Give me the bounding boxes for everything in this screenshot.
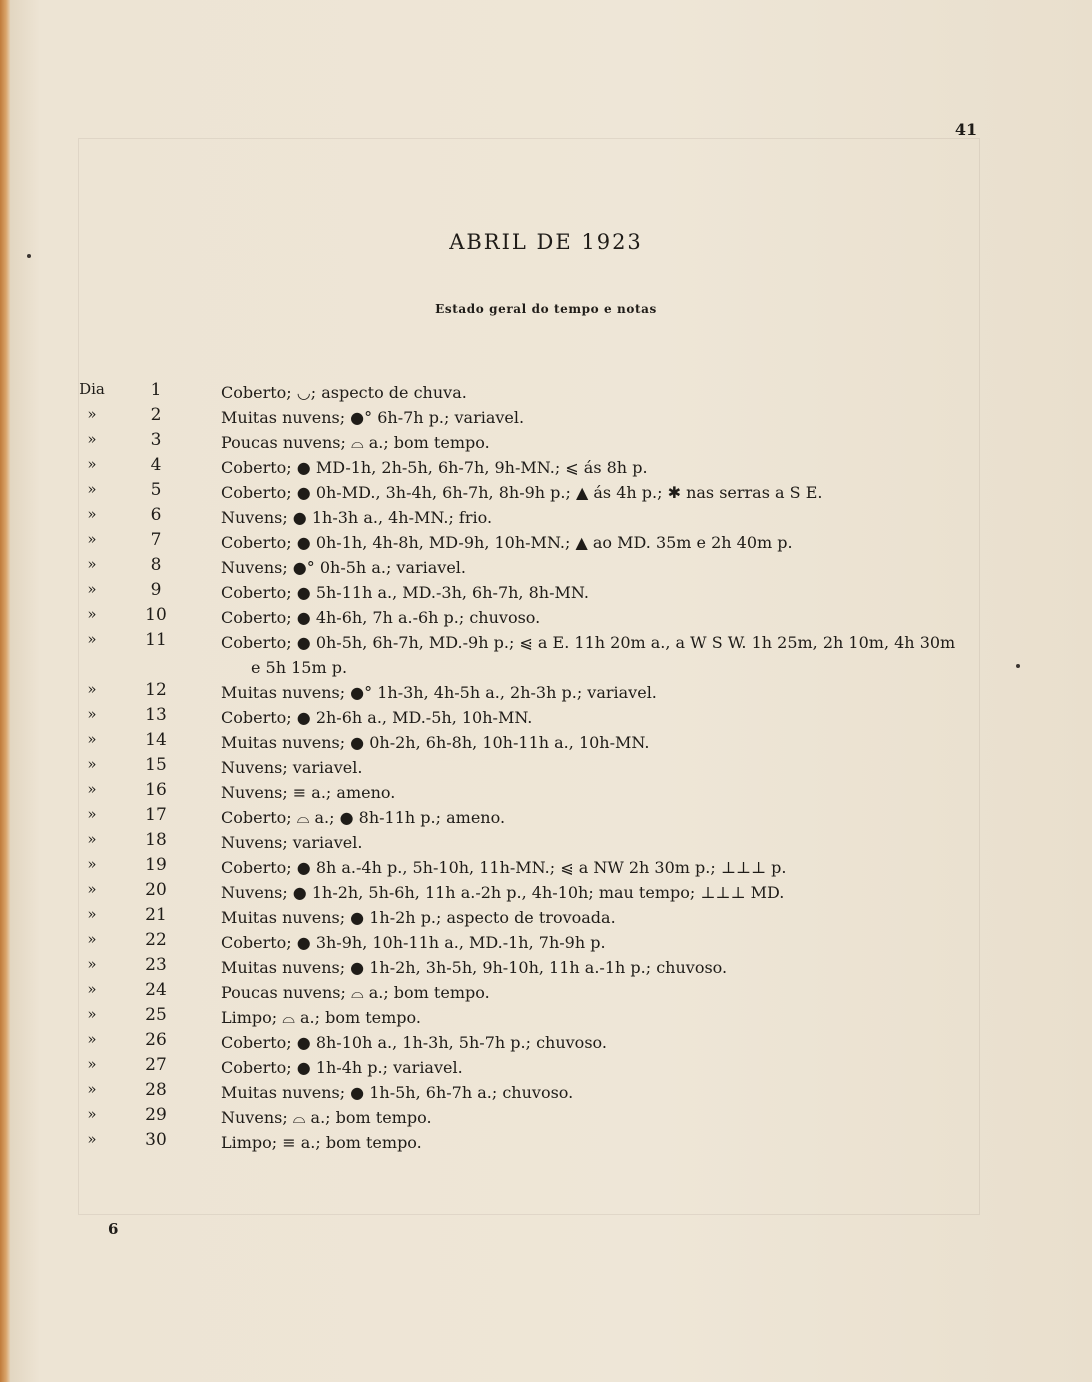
page-subtitle: Estado geral do tempo e notas xyxy=(435,302,657,316)
row-note-text: Nuvens; variavel. xyxy=(221,758,363,777)
row-weather-note xyxy=(221,555,981,580)
row-day-number: 8 xyxy=(150,555,162,575)
row-day-number: 1 xyxy=(150,380,162,400)
table-row xyxy=(0,428,1092,453)
row-day-label: » xyxy=(87,855,97,873)
row-note-text: Coberto; ● MD-1h, 2h-5h, 6h-7h, 9h-MN.; ⩽ ás 8h p. xyxy=(221,458,648,477)
table-row xyxy=(0,903,1092,928)
row-note-text: Coberto; ● 3h-9h, 10h-11h a., MD.-1h, 7h-9h p. xyxy=(221,933,606,952)
row-weather-note xyxy=(221,455,981,480)
row-weather-note xyxy=(221,905,981,930)
row-weather-note xyxy=(221,930,981,955)
row-day-number: 16 xyxy=(145,780,167,800)
row-note-text: Muitas nuvens; ● 1h-2h p.; aspecto de trovoada. xyxy=(221,908,616,927)
row-day-number: 19 xyxy=(145,855,167,875)
page-title: ABRIL DE 1923 xyxy=(449,230,643,254)
row-day-number: 25 xyxy=(145,1005,167,1025)
table-row xyxy=(0,403,1092,428)
row-weather-note xyxy=(221,1130,981,1155)
table-row xyxy=(0,1053,1092,1078)
row-day-number: 29 xyxy=(145,1105,167,1125)
row-day-label: » xyxy=(87,1105,97,1123)
row-day-label: » xyxy=(87,830,97,848)
row-day-label: » xyxy=(87,1080,97,1098)
row-day-number: 23 xyxy=(145,955,167,975)
sheet-number: 6 xyxy=(108,1220,119,1238)
table-row xyxy=(0,878,1092,903)
row-day-number: 5 xyxy=(150,480,162,500)
row-day-label: » xyxy=(87,1005,97,1023)
row-day-number: 24 xyxy=(145,980,167,1000)
row-weather-note xyxy=(221,430,981,455)
row-note-text: Limpo; ⌓ a.; bom tempo. xyxy=(221,1008,421,1027)
paper-speck xyxy=(1016,664,1020,668)
row-day-label: Dia xyxy=(79,380,105,398)
row-weather-note xyxy=(221,705,981,730)
row-day-label: » xyxy=(87,955,97,973)
table-row xyxy=(0,553,1092,578)
row-weather-note xyxy=(221,1005,981,1030)
row-note-text: Nuvens; variavel. xyxy=(221,833,363,852)
table-row xyxy=(0,978,1092,1003)
row-day-label: » xyxy=(87,730,97,748)
table-row xyxy=(0,1028,1092,1053)
row-weather-note xyxy=(221,505,981,530)
table-row xyxy=(0,803,1092,828)
row-weather-note xyxy=(221,780,981,805)
row-day-label: » xyxy=(87,580,97,598)
row-weather-note xyxy=(221,580,981,605)
row-weather-note xyxy=(221,730,981,755)
paper-speck xyxy=(27,254,31,258)
table-row xyxy=(0,1103,1092,1128)
row-day-number: 28 xyxy=(145,1080,167,1100)
row-note-text: Coberto; ● 5h-11h a., MD.-3h, 6h-7h, 8h-MN. xyxy=(221,583,589,602)
row-note-text: Coberto; ● 8h-10h a., 1h-3h, 5h-7h p.; chuvoso. xyxy=(221,1033,607,1052)
table-row xyxy=(0,828,1092,853)
row-day-label: » xyxy=(87,930,97,948)
row-weather-note xyxy=(221,880,981,905)
row-note-text: Poucas nuvens; ⌓ a.; bom tempo. xyxy=(221,983,490,1002)
row-note-text: Poucas nuvens; ⌓ a.; bom tempo. xyxy=(221,433,490,452)
row-weather-note xyxy=(221,805,981,830)
row-note-text: Coberto; ● 2h-6h a., MD.-5h, 10h-MN. xyxy=(221,708,533,727)
row-weather-note xyxy=(221,1030,981,1055)
row-note-text: Muitas nuvens; ●° 1h-3h, 4h-5h a., 2h-3h p.; variavel. xyxy=(221,683,657,702)
weather-notes-table xyxy=(0,378,1092,1153)
row-note-text: Nuvens; ⌓ a.; bom tempo. xyxy=(221,1108,432,1127)
row-day-number: 2 xyxy=(150,405,162,425)
row-note-text: Coberto; ⌓ a.; ● 8h-11h p.; ameno. xyxy=(221,808,506,827)
table-row xyxy=(0,503,1092,528)
table-row xyxy=(0,953,1092,978)
table-row xyxy=(0,853,1092,878)
row-day-number: 13 xyxy=(145,705,167,725)
row-note-text: Nuvens; ≡ a.; ameno. xyxy=(221,783,396,802)
row-day-label: » xyxy=(87,905,97,923)
row-note-text: Coberto; ● 0h-1h, 4h-8h, MD-9h, 10h-MN.; ▲ ao MD. 35m e 2h 40m p. xyxy=(221,533,793,552)
row-weather-note xyxy=(221,1080,981,1105)
row-day-number: 10 xyxy=(145,605,167,625)
table-row xyxy=(0,578,1092,603)
table-row xyxy=(0,378,1092,403)
row-weather-note xyxy=(221,405,981,430)
row-day-label: » xyxy=(87,980,97,998)
row-day-label: » xyxy=(87,880,97,898)
row-day-number: 3 xyxy=(150,430,162,450)
table-row xyxy=(0,703,1092,728)
row-day-label: » xyxy=(87,430,97,448)
row-note-text: Muitas nuvens; ● 1h-2h, 3h-5h, 9h-10h, 11h a.-1h p.; chuvoso. xyxy=(221,958,728,977)
table-row xyxy=(0,628,1092,678)
row-day-number: 14 xyxy=(145,730,167,750)
row-weather-note xyxy=(221,630,981,680)
row-note-continuation: e 5h 15m p. xyxy=(251,658,348,677)
row-day-number: 17 xyxy=(145,805,167,825)
row-weather-note xyxy=(221,605,981,630)
row-weather-note xyxy=(221,830,981,855)
row-note-text: Coberto; ● 0h-MD., 3h-4h, 6h-7h, 8h-9h p.; ▲ ás 4h p.; ✱ nas serras a S E. xyxy=(221,483,823,502)
row-note-text: Nuvens; ●° 0h-5h a.; variavel. xyxy=(221,558,467,577)
row-day-label: » xyxy=(87,1055,97,1073)
row-day-number: 7 xyxy=(150,530,162,550)
table-row xyxy=(0,928,1092,953)
row-day-label: » xyxy=(87,805,97,823)
row-note-text: Muitas nuvens; ● 1h-5h, 6h-7h a.; chuvoso. xyxy=(221,1083,574,1102)
row-day-number: 4 xyxy=(150,455,162,475)
row-weather-note xyxy=(221,1055,981,1080)
table-row xyxy=(0,1078,1092,1103)
row-day-label: » xyxy=(87,530,97,548)
row-weather-note xyxy=(221,380,981,405)
row-note-text: Muitas nuvens; ● 0h-2h, 6h-8h, 10h-11h a., 10h-MN. xyxy=(221,733,650,752)
table-row xyxy=(0,603,1092,628)
row-day-number: 21 xyxy=(145,905,167,925)
row-note-text: Limpo; ≡ a.; bom tempo. xyxy=(221,1133,422,1152)
row-day-label: » xyxy=(87,455,97,473)
row-weather-note xyxy=(221,530,981,555)
page-number: 41 xyxy=(954,120,978,139)
row-weather-note xyxy=(221,680,981,705)
row-note-text: Coberto; ◡; aspecto de chuva. xyxy=(221,383,467,402)
row-day-label: » xyxy=(87,680,97,698)
table-row xyxy=(0,478,1092,503)
row-day-number: 9 xyxy=(150,580,162,600)
row-note-text: Muitas nuvens; ●° 6h-7h p.; variavel. xyxy=(221,408,525,427)
row-weather-note xyxy=(221,955,981,980)
row-day-number: 30 xyxy=(145,1130,167,1150)
row-note-text: Nuvens; ● 1h-3h a., 4h-MN.; frio. xyxy=(221,508,493,527)
row-day-label: » xyxy=(87,505,97,523)
row-day-number: 20 xyxy=(145,880,167,900)
row-day-number: 15 xyxy=(145,755,167,775)
row-weather-note xyxy=(221,855,981,880)
row-weather-note xyxy=(221,980,981,1005)
row-day-label: » xyxy=(87,480,97,498)
row-note-text: Coberto; ● 4h-6h, 7h a.-6h p.; chuvoso. xyxy=(221,608,541,627)
table-row xyxy=(0,678,1092,703)
row-day-label: » xyxy=(87,1030,97,1048)
table-row xyxy=(0,528,1092,553)
table-row xyxy=(0,778,1092,803)
row-weather-note xyxy=(221,1105,981,1130)
row-weather-note xyxy=(221,755,981,780)
table-row xyxy=(0,453,1092,478)
row-day-number: 12 xyxy=(145,680,167,700)
row-day-label: » xyxy=(87,555,97,573)
row-day-label: » xyxy=(87,780,97,798)
row-note-text: Nuvens; ● 1h-2h, 5h-6h, 11h a.-2h p., 4h-10h; mau tempo; ⊥⊥⊥ MD. xyxy=(221,883,785,902)
row-note-text: Coberto; ● 0h-5h, 6h-7h, MD.-9h p.; ⩿ a E. 11h 20m a., a W S W. 1h 25m, 2h 10m, 4h 30m xyxy=(221,633,956,652)
row-day-number: 6 xyxy=(150,505,162,525)
row-day-label: » xyxy=(87,1130,97,1148)
row-note-text: Coberto; ● 1h-4h p.; variavel. xyxy=(221,1058,463,1077)
row-weather-note xyxy=(221,480,981,505)
row-note-text: Coberto; ● 8h a.-4h p., 5h-10h, 11h-MN.; ⩿ a NW 2h 30m p.; ⊥⊥⊥ p. xyxy=(221,858,787,877)
table-row xyxy=(0,1003,1092,1028)
row-day-number: 18 xyxy=(145,830,167,850)
table-row xyxy=(0,753,1092,778)
row-day-label: » xyxy=(87,630,97,648)
row-day-label: » xyxy=(87,755,97,773)
row-day-label: » xyxy=(87,705,97,723)
row-day-number: 26 xyxy=(145,1030,167,1050)
row-day-number: 27 xyxy=(145,1055,167,1075)
row-day-number: 11 xyxy=(145,630,167,650)
row-day-number: 22 xyxy=(145,930,167,950)
table-row xyxy=(0,1128,1092,1153)
row-day-label: » xyxy=(87,405,97,423)
row-day-label: » xyxy=(87,605,97,623)
table-row xyxy=(0,728,1092,753)
